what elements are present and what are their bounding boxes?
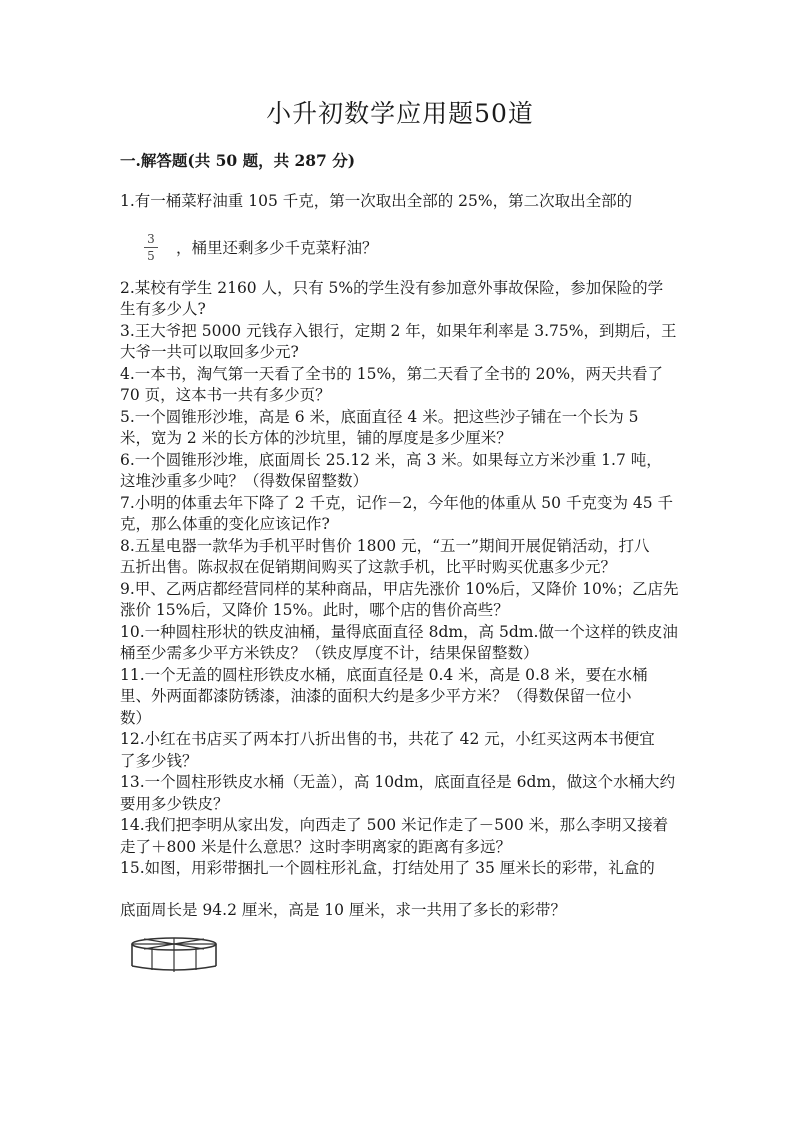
problem-line: 五折出售。陈叔叔在促销期间购买了这款手机，比平时购买优惠多少元？ — [120, 558, 617, 576]
problem-line: 12.小红在书店买了两本打八折出售的书，共花了 42 元，小红买这两本书便宜 — [120, 730, 655, 748]
page-title: 小升初数学应用题50道 — [266, 99, 534, 128]
problem-line: ，桶里还剩多少千克菜籽油？ — [176, 239, 378, 257]
problem-line: 70 页，这本书一共有多少页？ — [120, 386, 331, 404]
problem-line: 要用多少铁皮？ — [120, 795, 229, 813]
problem-line: 1.有一桶菜籽油重 105 千克，第一次取出全部的 25%，第二次取出全部的 — [120, 192, 633, 210]
problem-line: 数） — [120, 709, 152, 727]
problem-line: 9.甲、乙两店都经营同样的某种商品，甲店先涨价 10%后，又降价 10%；乙店先 — [120, 580, 679, 598]
problem-line: 15.如图，用彩带捆扎一个圆柱形礼盒，打结处用了 35 厘米长的彩带，礼盒的 — [120, 859, 655, 877]
problem-line: 米，宽为 2 米的长方体的沙坑里，铺的厚度是多少厘米？ — [120, 429, 512, 447]
problem-line: 11.一个无盖的圆柱形铁皮水桶，底面直径是 0.4 米，高是 0.8 米，要在水桶 — [120, 666, 648, 684]
fraction-bar — [144, 247, 158, 248]
problem-line: 13.一个圆柱形铁皮水桶（无盖），高 10dm，底面直径是 6dm，做这个水桶大约 — [120, 773, 676, 791]
problem-line: 里、外两面都漆防锈漆，油漆的面积大约是多少平方米？（得数保留一位小 — [120, 687, 632, 705]
fraction-three-fifths — [142, 232, 160, 263]
problem-line: 4.一本书，淘气第一天看了全书的 15%，第二天看了全书的 20%，两天共看了 — [120, 365, 664, 383]
problem-line: 5.一个圆锥形沙堆，高是 6 米，底面直径 4 米。把这些沙子铺在一个长为 5 — [120, 408, 639, 426]
problem-line: 10.一种圆柱形状的铁皮油桶，量得底面直径 8dm，高 5dm.做一个这样的铁皮油 — [120, 623, 678, 641]
problem-line: 了多少钱？ — [120, 752, 198, 770]
problem-line: 2.某校有学生 2160 人，只有 5%的学生没有参加意外事故保险，参加保险的学 — [120, 279, 664, 297]
problem-line: 底面周长是 94.2 厘米，高是 10 厘米，求一共用了多长的彩带？ — [120, 901, 566, 919]
fraction-denominator: 5 — [147, 249, 155, 263]
cylinder-gift-box-figure — [130, 930, 218, 978]
problem-line: 生有多少人? — [120, 300, 206, 318]
problem-line: 14.我们把李明从家出发，向西走了 500 米记作走了－500 米，那么李明又接着 — [120, 816, 669, 834]
problem-line: 3.王大爷把 5000 元钱存入银行，定期 2 年，如果年利率是 3.75%，到期后，王 — [120, 322, 677, 340]
section-heading: 一.解答题(共 50 题，共 287 分) — [120, 151, 356, 170]
problem-line: 6.一个圆锥形沙堆，底面周长 25.12 米，高 3 米。如果每立方米沙重 1.7 吨， — [120, 451, 662, 469]
problem-line: 克，那么体重的变化应该记作? — [120, 515, 330, 533]
problem-line: 7.小明的体重去年下降了 2 千克，记作－2，今年他的体重从 50 千克变为 45 千 — [120, 494, 674, 512]
problem-line: 这堆沙重多少吨？（得数保留整数） — [120, 472, 369, 490]
problem-line: 涨价 15%后，又降价 15%。此时，哪个店的售价高些？ — [120, 601, 509, 619]
problem-line: 走了＋800 米是什么意思？这时李明离家的距离有多远？ — [120, 838, 512, 856]
problem-line: 大爷一共可以取回多少元? — [120, 343, 299, 361]
problem-line: 桶至少需多少平方米铁皮？（铁皮厚度不计，结果保留整数） — [120, 644, 539, 662]
fraction-numerator: 3 — [147, 232, 155, 246]
problem-line: 8.五星电器一款华为手机平时售价 1800 元，“五一”期间开展促销活动，打八 — [120, 537, 650, 555]
